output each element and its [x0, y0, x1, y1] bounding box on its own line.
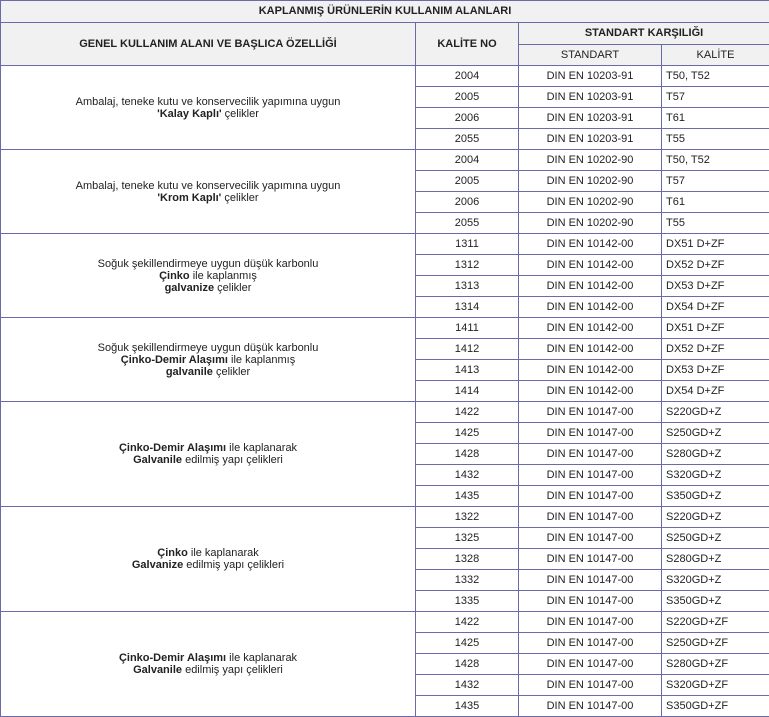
grade-cell: S320GD+Z [662, 465, 769, 486]
grade-number-cell: 2004 [416, 66, 519, 87]
standard-cell: DIN EN 10147-00 [519, 654, 662, 675]
grade-cell: S280GD+ZF [662, 654, 769, 675]
grade-cell: T57 [662, 171, 769, 192]
table-row [1, 66, 769, 87]
grade-number-cell: 1422 [416, 402, 519, 423]
grade-cell: DX51 D+ZF [662, 318, 769, 339]
usage-description: Soğuk şekillendirmeye uygun düşük karbonlu Çinko-Demir Alaşımı ile kaplanmış galvanile çelikler [1, 318, 416, 402]
grade-cell: DX53 D+ZF [662, 360, 769, 381]
standard-cell: DIN EN 10147-00 [519, 528, 662, 549]
grade-cell: DX54 D+ZF [662, 381, 769, 402]
grade-cell: S220GD+ZF [662, 612, 769, 633]
grade-cell: T55 [662, 129, 769, 150]
grade-number-cell: 1312 [416, 255, 519, 276]
usage-description: Soğuk şekillendirmeye uygun düşük karbonlu Çinko ile kaplanmış galvanize çelikler [1, 234, 416, 318]
grade-cell: DX53 D+ZF [662, 276, 769, 297]
grade-number-cell: 2055 [416, 213, 519, 234]
standard-cell: DIN EN 10202-90 [519, 213, 662, 234]
standard-cell: DIN EN 10142-00 [519, 234, 662, 255]
grade-cell: T50, T52 [662, 150, 769, 171]
standard-subheader: STANDART [519, 45, 662, 66]
grade-number-cell: 1425 [416, 423, 519, 444]
grade-number-cell: 1332 [416, 570, 519, 591]
grade-cell: S250GD+Z [662, 423, 769, 444]
usage-description: Çinko-Demir Alaşımı ile kaplanarak Galvanile edilmiş yapı çelikleri [1, 612, 416, 717]
grade-cell: S250GD+Z [662, 528, 769, 549]
grade-number-cell: 1428 [416, 654, 519, 675]
grade-cell: S320GD+Z [662, 570, 769, 591]
grade-cell: DX51 D+ZF [662, 234, 769, 255]
grade-number-cell: 1335 [416, 591, 519, 612]
standard-cell: DIN EN 10147-00 [519, 423, 662, 444]
standard-cell: DIN EN 10147-00 [519, 612, 662, 633]
grade-number-cell: 1425 [416, 633, 519, 654]
table-row [1, 507, 769, 528]
standard-cell: DIN EN 10147-00 [519, 465, 662, 486]
standard-cell: DIN EN 10142-00 [519, 339, 662, 360]
standard-cell: DIN EN 10203-91 [519, 87, 662, 108]
standard-cell: DIN EN 10142-00 [519, 360, 662, 381]
table-row [1, 402, 769, 423]
standard-cell: DIN EN 10147-00 [519, 549, 662, 570]
grade-cell: DX52 D+ZF [662, 255, 769, 276]
grade-number-cell: 1413 [416, 360, 519, 381]
grade-cell: S280GD+Z [662, 444, 769, 465]
grade-number-cell: 1314 [416, 297, 519, 318]
grade-number-cell: 1428 [416, 444, 519, 465]
standard-cell: DIN EN 10142-00 [519, 255, 662, 276]
standard-cell: DIN EN 10202-90 [519, 150, 662, 171]
table-row [1, 612, 769, 633]
grade-cell: DX54 D+ZF [662, 297, 769, 318]
grade-cell: S280GD+Z [662, 549, 769, 570]
grade-number-cell: 1422 [416, 612, 519, 633]
usage-description: Çinko ile kaplanarak Galvanize edilmiş yapı çelikleri [1, 507, 416, 612]
standard-cell: DIN EN 10147-00 [519, 633, 662, 654]
grade-number-cell: 1313 [416, 276, 519, 297]
grade-number-cell: 1328 [416, 549, 519, 570]
standard-cell: DIN EN 10142-00 [519, 276, 662, 297]
grade-number-cell: 1325 [416, 528, 519, 549]
table-row [1, 234, 769, 255]
grade-number-cell: 1432 [416, 465, 519, 486]
usage-description: Ambalaj, teneke kutu ve konservecilik yapımına uygun 'Krom Kaplı' çelikler [1, 150, 416, 234]
grade-cell: DX52 D+ZF [662, 339, 769, 360]
grade-number-cell: 2005 [416, 171, 519, 192]
usage-description: Ambalaj, teneke kutu ve konservecilik yapımına uygun 'Kalay Kaplı' çelikler [1, 66, 416, 150]
grade-cell: T55 [662, 213, 769, 234]
standard-cell: DIN EN 10147-00 [519, 675, 662, 696]
grade-cell: S220GD+Z [662, 402, 769, 423]
standard-cell: DIN EN 10147-00 [519, 570, 662, 591]
standard-cell: DIN EN 10203-91 [519, 66, 662, 87]
table-body [1, 66, 769, 717]
grade-number-cell: 1435 [416, 486, 519, 507]
grade-number-cell: 2055 [416, 129, 519, 150]
grade-cell: S250GD+ZF [662, 633, 769, 654]
standard-cell: DIN EN 10202-90 [519, 171, 662, 192]
grade-number-cell: 1414 [416, 381, 519, 402]
standard-equivalent-header: STANDART KARŞILIĞI [519, 23, 769, 45]
standard-cell: DIN EN 10147-00 [519, 402, 662, 423]
grade-number-cell: 1411 [416, 318, 519, 339]
grade-cell: S220GD+Z [662, 507, 769, 528]
grade-cell: T61 [662, 108, 769, 129]
grade-cell: T57 [662, 87, 769, 108]
standard-cell: DIN EN 10142-00 [519, 297, 662, 318]
grade-cell: T50, T52 [662, 66, 769, 87]
grade-subheader: KALİTE [662, 45, 769, 66]
standard-cell: DIN EN 10147-00 [519, 507, 662, 528]
usage-description: Çinko-Demir Alaşımı ile kaplanarak Galvanile edilmiş yapı çelikleri [1, 402, 416, 507]
usage-header: GENEL KULLANIM ALANI VE BAŞLICA ÖZELLİĞİ [1, 23, 416, 66]
grade-number-cell: 2005 [416, 87, 519, 108]
standard-cell: DIN EN 10147-00 [519, 444, 662, 465]
grade-number-cell: 1412 [416, 339, 519, 360]
table-title: KAPLANMIŞ ÜRÜNLERİN KULLANIM ALANLARI [1, 1, 769, 23]
standard-cell: DIN EN 10142-00 [519, 318, 662, 339]
standard-cell: DIN EN 10147-00 [519, 591, 662, 612]
standard-cell: DIN EN 10203-91 [519, 129, 662, 150]
grade-number-cell: 1435 [416, 696, 519, 717]
grade-number-cell: 1432 [416, 675, 519, 696]
standard-cell: DIN EN 10147-00 [519, 486, 662, 507]
table-row [1, 150, 769, 171]
standard-cell: DIN EN 10142-00 [519, 381, 662, 402]
grade-number-cell: 1322 [416, 507, 519, 528]
grade-cell: S350GD+Z [662, 486, 769, 507]
grade-cell: S350GD+Z [662, 591, 769, 612]
grade-cell: T61 [662, 192, 769, 213]
grade-number-cell: 2004 [416, 150, 519, 171]
grade-cell: S350GD+ZF [662, 696, 769, 717]
table-row [1, 318, 769, 339]
grade-number-cell: 2006 [416, 108, 519, 129]
grade-number-cell: 2006 [416, 192, 519, 213]
grade-no-header: KALİTE NO [416, 23, 519, 66]
standard-cell: DIN EN 10203-91 [519, 108, 662, 129]
grade-cell: S320GD+ZF [662, 675, 769, 696]
grade-number-cell: 1311 [416, 234, 519, 255]
standard-cell: DIN EN 10147-00 [519, 696, 662, 717]
standard-cell: DIN EN 10202-90 [519, 192, 662, 213]
